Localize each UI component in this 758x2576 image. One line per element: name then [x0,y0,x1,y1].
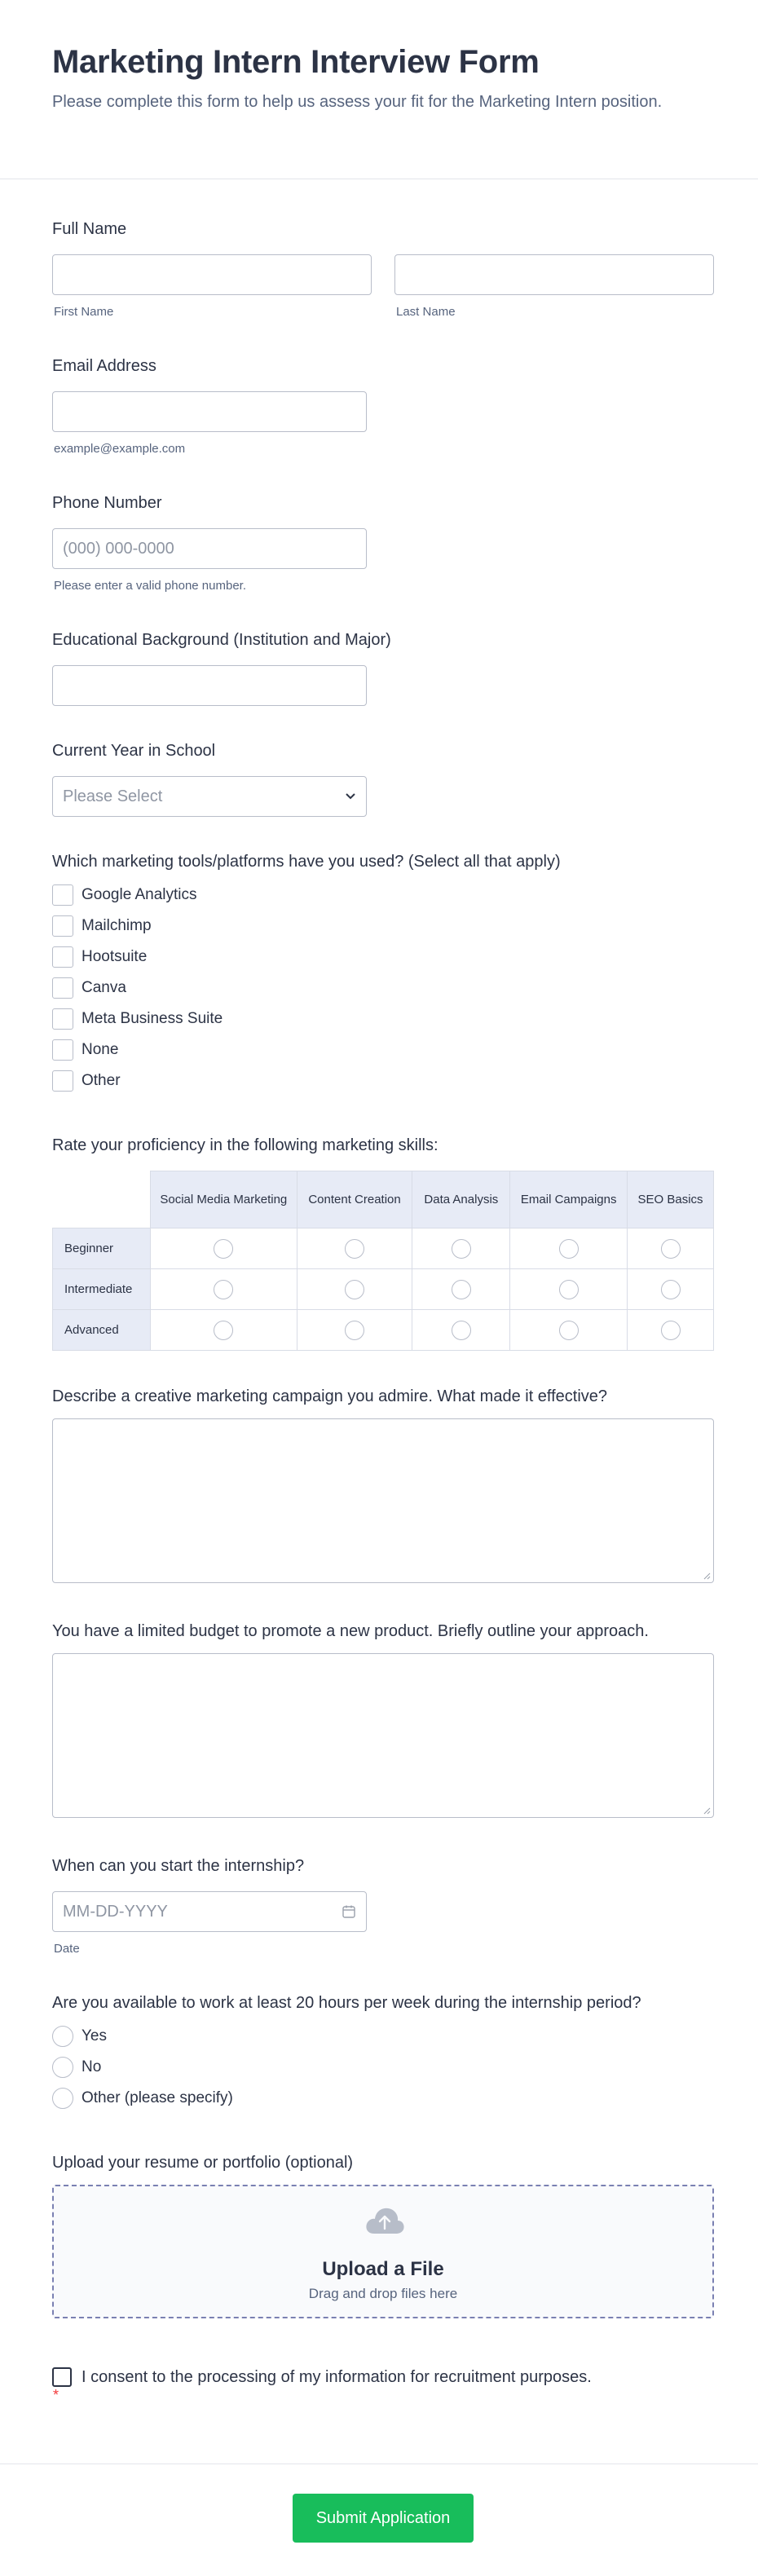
calendar-icon[interactable] [342,1904,356,1919]
availability-option[interactable] [52,2087,233,2110]
matrix-row [53,1310,714,1351]
checkbox[interactable] [52,1039,73,1061]
start-date-field [52,1855,714,1961]
email-label: Email Address [52,357,156,375]
matrix-row-label: Intermediate [53,1269,151,1310]
consent-checkbox[interactable] [52,2367,72,2387]
tool-option-label: Meta Business Suite [82,1010,223,1027]
proficiency-label: Rate your proficiency in the following marketing skills: [52,1136,438,1154]
checkbox[interactable] [52,915,73,937]
campaign-label: Describe a creative marketing campaign you admire. What made it effective? [52,1387,608,1405]
tool-option[interactable] [52,977,126,999]
radio[interactable] [52,2088,73,2109]
matrix-row-label: Advanced [53,1310,151,1351]
tool-option[interactable] [52,1039,118,1061]
upload-subtitle: Drag and drop files here [308,2286,458,2301]
last-name-input[interactable] [394,254,714,295]
availability-field [52,1992,714,2115]
radio[interactable] [52,2026,73,2047]
matrix-column-header: Data Analysis [412,1171,510,1228]
required-asterisk: * [53,2387,59,2403]
start-date-placeholder: MM-DD-YYYY [63,1902,168,1921]
tool-option-label: Other [82,1072,121,1089]
matrix-column-header: Social Media Marketing [150,1171,297,1228]
email-field [52,355,714,456]
education-field [52,629,714,711]
resize-handle-icon[interactable] [703,1572,711,1580]
tool-option[interactable] [52,915,152,937]
matrix-column-header: SEO Basics [628,1171,714,1228]
matrix-radio[interactable] [559,1280,579,1299]
budget-textarea[interactable] [52,1653,714,1818]
submit-button[interactable]: Submit Application [293,2494,474,2543]
start-date-sublabel: Date [54,1942,80,1956]
resize-handle-icon[interactable] [703,1806,711,1815]
checkbox[interactable] [52,884,73,906]
consent-field [52,2366,714,2406]
last-name-sublabel: Last Name [396,305,456,319]
matrix-row [53,1228,714,1269]
matrix-radio[interactable] [661,1239,681,1259]
form-title: Marketing Intern Interview Form [52,44,540,80]
matrix-row-label: Beginner [53,1228,151,1269]
matrix-radio[interactable] [214,1321,233,1340]
start-date-input[interactable] [52,1891,367,1932]
phone-label: Phone Number [52,494,162,512]
matrix-radio[interactable] [661,1321,681,1340]
full-name-field [52,218,714,319]
matrix-radio[interactable] [345,1280,364,1299]
tool-option-label: Mailchimp [82,917,152,934]
phone-sublabel: Please enter a valid phone number. [54,579,246,593]
tool-option[interactable] [52,1008,223,1030]
availability-option-label: Yes [82,2027,107,2044]
phone-field [52,492,714,593]
form-header [0,0,758,179]
budget-field [52,1621,714,1824]
budget-label: You have a limited budget to promote a new product. Briefly outline your approach. [52,1622,649,1640]
cloud-upload-icon [364,2206,405,2235]
matrix-radio[interactable] [452,1239,471,1259]
start-date-label: When can you start the internship? [52,1857,305,1875]
first-name-sublabel: First Name [54,305,114,319]
campaign-textarea[interactable] [52,1418,714,1583]
availability-option[interactable] [52,2056,101,2079]
upload-field [52,2152,714,2323]
matrix-radio[interactable] [452,1280,471,1299]
education-input[interactable] [52,665,367,706]
phone-input[interactable] [52,528,367,569]
tools-field [52,851,714,1096]
first-name-input[interactable] [52,254,372,295]
availability-label: Are you available to work at least 20 hours per week during the internship period? [52,1994,641,2012]
matrix-radio[interactable] [345,1239,364,1259]
tool-option[interactable] [52,946,147,968]
matrix-radio[interactable] [452,1321,471,1340]
tool-option-label: Google Analytics [82,886,197,903]
tool-option[interactable] [52,1070,121,1092]
campaign-field [52,1386,714,1590]
year-field [52,740,714,822]
matrix-corner [53,1171,151,1228]
matrix-radio[interactable] [214,1280,233,1299]
checkbox[interactable] [52,946,73,968]
tool-option[interactable] [52,884,197,906]
checkbox[interactable] [52,977,73,999]
checkbox[interactable] [52,1008,73,1030]
matrix-radio[interactable] [345,1321,364,1340]
upload-title: Upload a File [322,2258,444,2280]
tools-label: Which marketing tools/platforms have you used? (Select all that apply) [52,853,561,871]
matrix-column-header: Content Creation [297,1171,412,1228]
form-footer [0,2464,758,2576]
consent-label: I consent to the processing of my information for recruitment purposes. [82,2367,592,2386]
availability-option[interactable] [52,2025,107,2048]
consent-row[interactable] [52,2366,592,2389]
tool-option-label: Canva [82,979,126,996]
upload-dropzone[interactable] [52,2185,714,2318]
phone-placeholder: (000) 000-0000 [63,539,174,558]
matrix-radio[interactable] [559,1239,579,1259]
matrix-row [53,1269,714,1310]
matrix-radio[interactable] [559,1321,579,1340]
proficiency-matrix [52,1171,714,1351]
matrix-column-header: Email Campaigns [510,1171,628,1228]
education-label: Educational Background (Institution and Major) [52,631,391,649]
tool-option-label: Hootsuite [82,948,148,965]
year-select[interactable] [52,776,367,817]
email-sublabel: example@example.com [54,442,186,456]
year-label: Current Year in School [52,742,216,760]
year-placeholder: Please Select [63,787,163,805]
chevron-down-icon [345,792,356,801]
tool-option-label: None [82,1041,119,1058]
proficiency-field [52,1135,714,1355]
availability-option-label: Other (please specify) [82,2089,233,2106]
email-input[interactable] [52,391,367,432]
form-description: Please complete this form to help us assess your fit for the Marketing Intern position. [52,93,663,111]
checkbox[interactable] [52,1070,73,1092]
radio[interactable] [52,2057,73,2078]
availability-option-label: No [82,2058,102,2075]
matrix-radio[interactable] [661,1280,681,1299]
upload-label: Upload your resume or portfolio (optional) [52,2154,354,2172]
matrix-radio[interactable] [214,1239,233,1259]
full-name-label: Full Name [52,220,127,238]
